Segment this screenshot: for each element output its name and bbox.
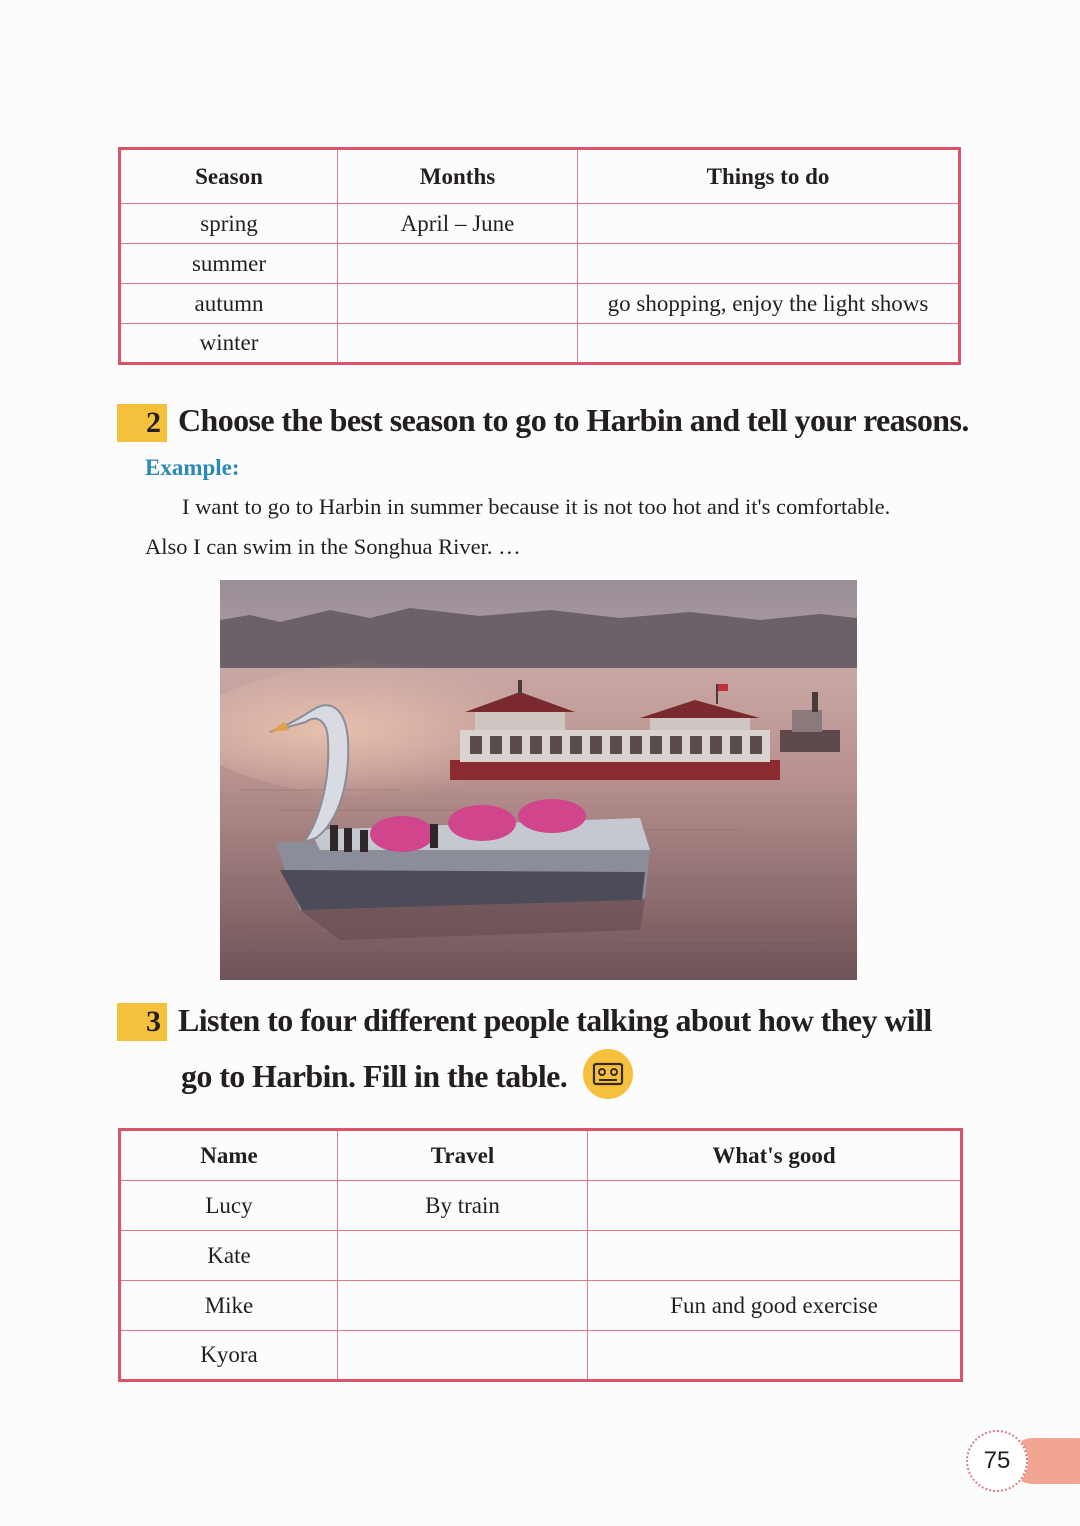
table-header-row xyxy=(120,1130,962,1181)
table-cell xyxy=(578,204,960,244)
exercise-2-badge: 2 xyxy=(117,404,167,442)
table-cell xyxy=(338,324,578,364)
table-cell: Kyora xyxy=(120,1331,338,1381)
table-cell xyxy=(588,1231,962,1281)
table-row xyxy=(120,324,960,364)
table-row xyxy=(120,204,960,244)
table-cell: Fun and good exercise xyxy=(588,1281,962,1331)
songhua-river-photo xyxy=(220,580,857,980)
exercise-3-title-line-2: go to Harbin. Fill in the table. xyxy=(181,1058,568,1094)
table-cell xyxy=(588,1331,962,1381)
table-row xyxy=(120,1231,962,1281)
table-cell xyxy=(338,1231,588,1281)
table-row xyxy=(120,1281,962,1331)
table-cell xyxy=(338,244,578,284)
cassette-icon[interactable] xyxy=(583,1049,633,1099)
table-cell: Lucy xyxy=(120,1181,338,1231)
header-cell: Name xyxy=(120,1130,338,1181)
example-text-line-1: I want to go to Harbin in summer because it is not too hot and it's comfortable. xyxy=(182,494,891,519)
season-table xyxy=(118,147,961,365)
exercise-3-title-line-1: Listen to four different people talking about how they will xyxy=(178,1002,932,1038)
table-row xyxy=(120,1181,962,1231)
table-header-row xyxy=(120,149,960,204)
travel-table xyxy=(118,1128,963,1382)
table-cell xyxy=(338,284,578,324)
example-label: Example: xyxy=(145,455,240,480)
table-cell: April – June xyxy=(338,204,578,244)
table-row xyxy=(120,1331,962,1381)
table-cell: spring xyxy=(120,204,338,244)
table-cell: summer xyxy=(120,244,338,284)
example-text-line-2: Also I can swim in the Songhua River. … xyxy=(145,534,521,559)
table-cell: autumn xyxy=(120,284,338,324)
page-number: 75 xyxy=(966,1430,1028,1492)
table-cell xyxy=(338,1331,588,1381)
table-cell: winter xyxy=(120,324,338,364)
header-cell: Months xyxy=(338,149,578,204)
table-cell: By train xyxy=(338,1181,588,1231)
table-cell xyxy=(338,1281,588,1331)
table-cell: go shopping, enjoy the light shows xyxy=(578,284,960,324)
header-cell: Travel xyxy=(338,1130,588,1181)
exercise-3-badge: 3 xyxy=(117,1003,167,1041)
table-row xyxy=(120,284,960,324)
header-cell: What's good xyxy=(588,1130,962,1181)
header-cell: Things to do xyxy=(578,149,960,204)
table-cell xyxy=(578,324,960,364)
table-cell: Kate xyxy=(120,1231,338,1281)
table-cell: Mike xyxy=(120,1281,338,1331)
table-cell xyxy=(578,244,960,284)
table-row xyxy=(120,244,960,284)
table-cell xyxy=(588,1181,962,1231)
header-cell: Season xyxy=(120,149,338,204)
exercise-2-title: Choose the best season to go to Harbin and tell your reasons. xyxy=(178,402,969,438)
